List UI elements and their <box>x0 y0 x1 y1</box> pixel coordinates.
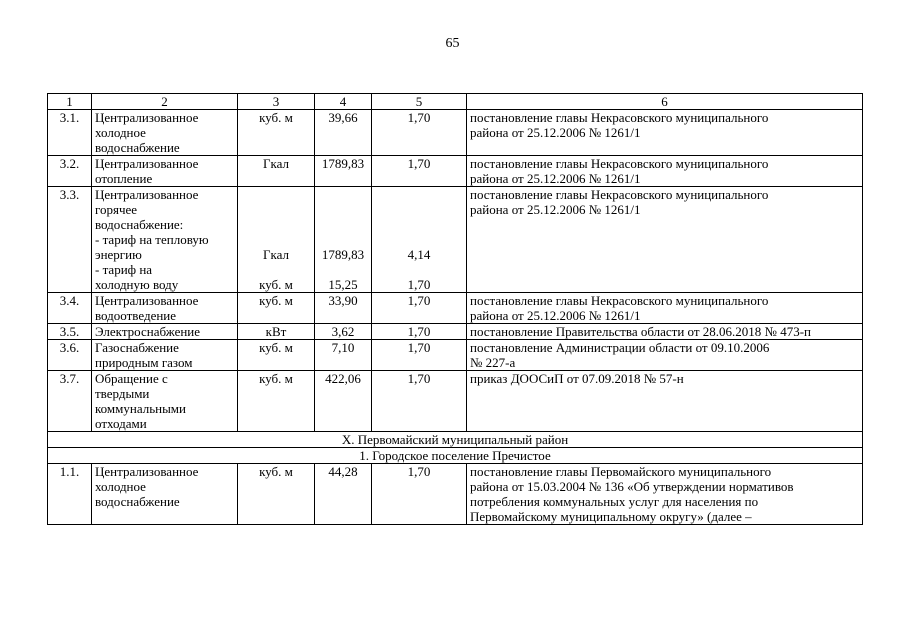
row-number: 3.4. <box>48 293 92 324</box>
service-name-line: - тариф на тепловую <box>95 232 209 247</box>
legal-document <box>467 324 863 340</box>
service-name <box>92 371 238 432</box>
tariff-table <box>47 93 863 525</box>
service-name-line: твердыми <box>95 386 150 401</box>
coefficient-line <box>375 262 463 277</box>
norm-value-line <box>318 202 368 217</box>
coefficient <box>372 187 467 293</box>
unit: куб. м <box>238 371 315 432</box>
service-name-line: коммунальными <box>95 401 186 416</box>
service-name-line: отопление <box>95 171 153 186</box>
coefficient: 1,70 <box>372 110 467 156</box>
unit: куб. м <box>238 110 315 156</box>
table-row <box>48 324 863 340</box>
unit-line: куб. м <box>259 277 293 292</box>
coefficient-line <box>375 202 463 217</box>
row-number: 3.3. <box>48 187 92 293</box>
norm-value-line <box>318 262 368 277</box>
service-name-line: Централизованное <box>95 110 199 125</box>
unit-line <box>241 187 311 202</box>
unit: Гкал <box>238 156 315 187</box>
legal-document-line: постановление главы Некрасовского муниципального <box>470 110 769 125</box>
service-name-line: Обращение с <box>95 371 168 386</box>
legal-document <box>467 156 863 187</box>
unit: кВт <box>238 324 315 340</box>
coefficient-line <box>375 217 463 232</box>
legal-document-line: Первомайскому муниципальному округу» (далее – <box>470 509 752 524</box>
row-number: 3.2. <box>48 156 92 187</box>
subsection-title: 1. Городское поселение Пречистое <box>48 448 863 464</box>
row-number: 3.6. <box>48 340 92 371</box>
legal-document-line: постановление главы Некрасовского муниципального <box>470 156 769 171</box>
table-row <box>48 371 863 432</box>
legal-document <box>467 293 863 324</box>
header-cell: 5 <box>372 94 467 110</box>
coefficient-line <box>375 232 463 247</box>
legal-document-line: района от 25.12.2006 № 1261/1 <box>470 202 641 217</box>
norm-value: 1789,83 <box>315 156 372 187</box>
header-cell: 1 <box>48 94 92 110</box>
page-number: 65 <box>445 36 460 51</box>
header-cell: 3 <box>238 94 315 110</box>
service-name-line: Газоснабжение <box>95 340 179 355</box>
legal-document-line: района от 25.12.2006 № 1261/1 <box>470 125 641 140</box>
service-name-line: отходами <box>95 416 147 431</box>
coefficient-line: 1,70 <box>407 277 431 292</box>
table-row <box>48 156 863 187</box>
norm-value-line <box>318 217 368 232</box>
unit-line <box>241 202 311 217</box>
legal-document-line: приказ ДООСиП от 07.09.2018 № 57-н <box>470 371 684 386</box>
service-name-line: Централизованное <box>95 464 199 479</box>
unit-line <box>241 217 311 232</box>
coefficient: 1,70 <box>372 464 467 525</box>
coefficient-line: 4,14 <box>407 247 431 262</box>
service-name-line: Централизованное <box>95 187 199 202</box>
norm-value: 39,66 <box>315 110 372 156</box>
legal-document-line: района от 25.12.2006 № 1261/1 <box>470 171 641 186</box>
row-number: 3.1. <box>48 110 92 156</box>
legal-document-line: постановление главы Некрасовского муниципального <box>470 293 769 308</box>
legal-document-line: постановление Администрации области от 09.10.2006 <box>470 340 770 355</box>
legal-document-line: постановление Правительства области от 28.06.2018 № 473-п <box>470 324 811 339</box>
table-row <box>48 464 863 525</box>
table-row <box>48 340 863 371</box>
legal-document-line: постановление главы Первомайского муниципального <box>470 464 772 479</box>
table-row <box>48 293 863 324</box>
service-name-line: горячее <box>95 202 138 217</box>
header-cell: 6 <box>467 94 863 110</box>
unit-line <box>241 262 311 277</box>
row-number: 3.7. <box>48 371 92 432</box>
section-title: X. Первомайский муниципальный район <box>48 432 863 448</box>
service-name <box>92 110 238 156</box>
subsection-title-row <box>48 448 863 464</box>
service-name <box>92 340 238 371</box>
header-cell: 2 <box>92 94 238 110</box>
service-name <box>92 156 238 187</box>
table-row <box>48 110 863 156</box>
legal-document <box>467 464 863 525</box>
unit: куб. м <box>238 340 315 371</box>
norm-value-line <box>318 187 368 202</box>
row-number: 3.5. <box>48 324 92 340</box>
service-name-line: холодное <box>95 479 146 494</box>
service-name-line: водоотведение <box>95 308 177 323</box>
service-name-line: холодное <box>95 125 146 140</box>
coefficient: 1,70 <box>372 371 467 432</box>
service-name-line: водоснабжение <box>95 494 180 509</box>
legal-document <box>467 110 863 156</box>
service-name <box>92 187 238 293</box>
coefficient-line <box>375 187 463 202</box>
unit: куб. м <box>238 293 315 324</box>
legal-document-line: района от 15.03.2004 № 136 «Об утверждении нормативов <box>470 479 794 494</box>
section-title-row <box>48 432 863 448</box>
service-name-line: Централизованное <box>95 293 199 308</box>
norm-value: 3,62 <box>315 324 372 340</box>
legal-document-line: района от 25.12.2006 № 1261/1 <box>470 308 641 323</box>
norm-value: 44,28 <box>315 464 372 525</box>
service-name-line: холодную воду <box>95 277 179 292</box>
coefficient: 1,70 <box>372 324 467 340</box>
service-name <box>92 464 238 525</box>
legal-document <box>467 340 863 371</box>
service-name-line: энергию <box>95 247 142 262</box>
legal-document-line: № 227-а <box>470 355 516 370</box>
unit-line <box>241 232 311 247</box>
service-name-line: Централизованное <box>95 156 199 171</box>
service-name-line: природным газом <box>95 355 193 370</box>
norm-value-line: 15,25 <box>328 277 358 292</box>
legal-document <box>467 187 863 293</box>
unit-line: Гкал <box>262 247 289 262</box>
legal-document-line: постановление главы Некрасовского муниципального <box>470 187 769 202</box>
unit <box>238 187 315 293</box>
row-number: 1.1. <box>48 464 92 525</box>
coefficient: 1,70 <box>372 340 467 371</box>
norm-value-line: 1789,83 <box>321 247 365 262</box>
service-name-line: - тариф на <box>95 262 153 277</box>
service-name-line: Электроснабжение <box>95 324 201 339</box>
coefficient: 1,70 <box>372 156 467 187</box>
service-name <box>92 324 238 340</box>
header-cell: 4 <box>315 94 372 110</box>
legal-document-line: потребления коммунальных услуг для населения по <box>470 494 759 509</box>
norm-value: 422,06 <box>315 371 372 432</box>
norm-value <box>315 187 372 293</box>
norm-value-line <box>318 232 368 247</box>
unit: куб. м <box>238 464 315 525</box>
coefficient: 1,70 <box>372 293 467 324</box>
service-name-line: водоснабжение <box>95 140 180 155</box>
norm-value: 33,90 <box>315 293 372 324</box>
legal-document <box>467 371 863 432</box>
service-name <box>92 293 238 324</box>
norm-value: 7,10 <box>315 340 372 371</box>
table-row <box>48 187 863 293</box>
table-header-row <box>48 94 863 110</box>
service-name-line: водоснабжение: <box>95 217 184 232</box>
